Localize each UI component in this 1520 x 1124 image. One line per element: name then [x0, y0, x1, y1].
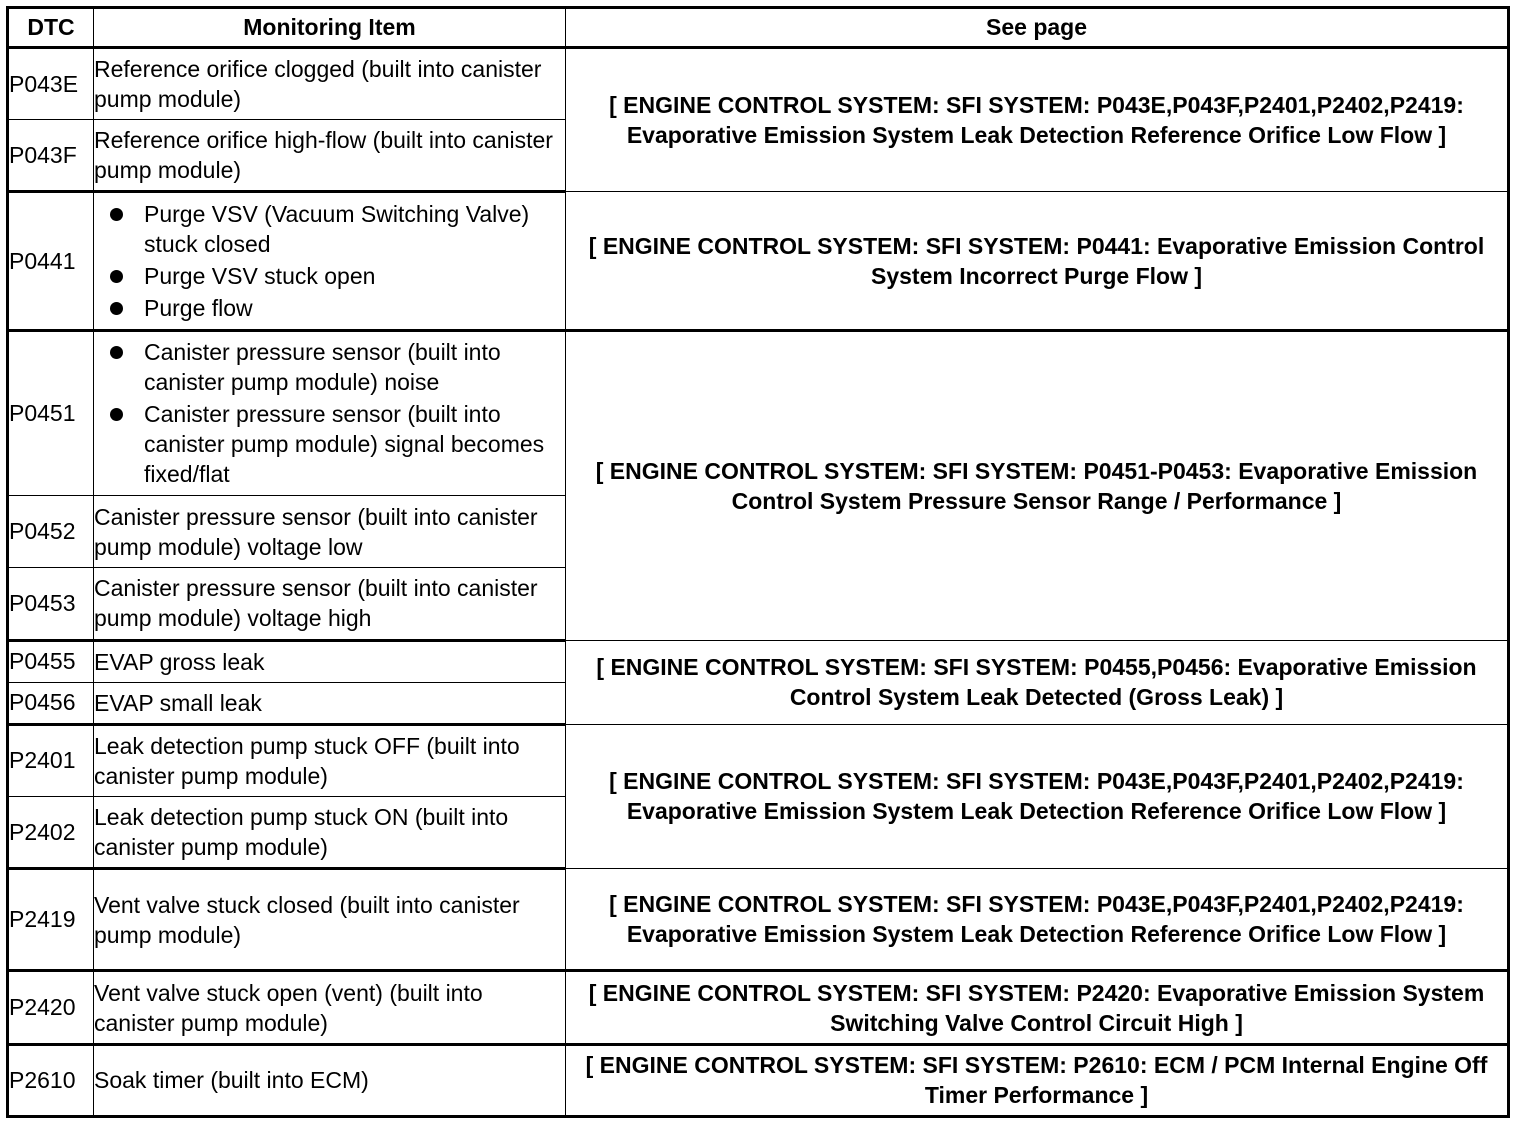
see-page-link[interactable]: [ ENGINE CONTROL SYSTEM: SFI SYSTEM: P0441: Evaporative Emission Control System Incorrect Purge Flow ]: [566, 192, 1509, 330]
table-row: [8, 971, 1509, 1044]
bullet-icon: [110, 302, 123, 315]
monitoring-item: Vent valve stuck open (vent) (built into canister pump module): [94, 971, 566, 1044]
header-see-page: See page: [566, 8, 1509, 48]
dtc-code: P0453: [8, 568, 94, 640]
dtc-code: P0455: [8, 640, 94, 682]
bullet-item: [94, 293, 565, 323]
monitoring-item: Canister pressure sensor (built into canister pump module) voltage low: [94, 496, 566, 568]
bullet-icon: [110, 208, 123, 221]
bullet-item: [94, 399, 565, 489]
dtc-code: P2419: [8, 869, 94, 971]
monitoring-item: Vent valve stuck closed (built into canister pump module): [94, 869, 566, 971]
dtc-code: P0452: [8, 496, 94, 568]
bullet-text: Purge flow: [144, 294, 253, 321]
table-row: [8, 192, 1509, 330]
bullet-text: Purge VSV stuck open: [144, 262, 376, 289]
dtc-code: P2420: [8, 971, 94, 1044]
monitoring-item: Reference orifice high-flow (built into canister pump module): [94, 120, 566, 192]
monitoring-item: Soak timer (built into ECM): [94, 1044, 566, 1116]
bullet-icon: [110, 408, 123, 421]
monitoring-item: [94, 192, 566, 330]
bullet-text: Canister pressure sensor (built into canister pump module) signal becomes fixed/flat: [144, 400, 545, 487]
table-row: [8, 48, 1509, 120]
bullet-item: [94, 337, 565, 397]
table-row: [8, 330, 1509, 495]
header-monitoring-item: Monitoring Item: [94, 8, 566, 48]
monitoring-item: EVAP gross leak: [94, 640, 566, 682]
monitoring-item: Canister pressure sensor (built into canister pump module) voltage high: [94, 568, 566, 640]
dtc-code: P043F: [8, 120, 94, 192]
dtc-code: P2610: [8, 1044, 94, 1116]
table-row: [8, 640, 1509, 682]
bullet-list: [94, 199, 565, 323]
monitoring-item: Leak detection pump stuck OFF (built into canister pump module): [94, 724, 566, 796]
bullet-item: [94, 261, 565, 291]
dtc-code: P043E: [8, 48, 94, 120]
dtc-code: P0451: [8, 330, 94, 495]
bullet-icon: [110, 270, 123, 283]
monitoring-item: Leak detection pump stuck ON (built into canister pump module): [94, 796, 566, 868]
see-page-link[interactable]: [ ENGINE CONTROL SYSTEM: SFI SYSTEM: P043E,P043F,P2401,P2402,P2419: Evaporative Emission System Leak Detection Reference Orifice Low Flow ]: [566, 48, 1509, 192]
see-page-link[interactable]: [ ENGINE CONTROL SYSTEM: SFI SYSTEM: P2610: ECM / PCM Internal Engine Off Timer Performance ]: [566, 1044, 1509, 1116]
bullet-item: [94, 199, 565, 259]
dtc-table: [6, 6, 1510, 1118]
bullet-icon: [110, 346, 123, 359]
see-page-link[interactable]: [ ENGINE CONTROL SYSTEM: SFI SYSTEM: P2420: Evaporative Emission System Switching Valve Control Circuit High ]: [566, 971, 1509, 1044]
bullet-text: Purge VSV (Vacuum Switching Valve) stuck closed: [144, 200, 530, 257]
bullet-text: Canister pressure sensor (built into canister pump module) noise: [144, 338, 501, 395]
monitoring-item: EVAP small leak: [94, 682, 566, 724]
dtc-code: P0456: [8, 682, 94, 724]
dtc-code: P2402: [8, 796, 94, 868]
bullet-list: [94, 337, 565, 489]
dtc-code: P2401: [8, 724, 94, 796]
dtc-code: P0441: [8, 192, 94, 330]
header-dtc: DTC: [8, 8, 94, 48]
header-row: [8, 8, 1509, 48]
monitoring-item: Reference orifice clogged (built into canister pump module): [94, 48, 566, 120]
table-row: [8, 869, 1509, 971]
table-row: [8, 724, 1509, 796]
see-page-link[interactable]: [ ENGINE CONTROL SYSTEM: SFI SYSTEM: P043E,P043F,P2401,P2402,P2419: Evaporative Emission System Leak Detection Reference Orifice Low Flow ]: [566, 724, 1509, 868]
see-page-link[interactable]: [ ENGINE CONTROL SYSTEM: SFI SYSTEM: P043E,P043F,P2401,P2402,P2419: Evaporative Emission System Leak Detection Reference Orifice Low Flow ]: [566, 869, 1509, 971]
monitoring-item: [94, 330, 566, 495]
table-row: [8, 1044, 1509, 1116]
see-page-link[interactable]: [ ENGINE CONTROL SYSTEM: SFI SYSTEM: P0451-P0453: Evaporative Emission Control System Pressure Sensor Range / Performance ]: [566, 330, 1509, 640]
see-page-link[interactable]: [ ENGINE CONTROL SYSTEM: SFI SYSTEM: P0455,P0456: Evaporative Emission Control System Leak Detected (Gross Leak) ]: [566, 640, 1509, 724]
